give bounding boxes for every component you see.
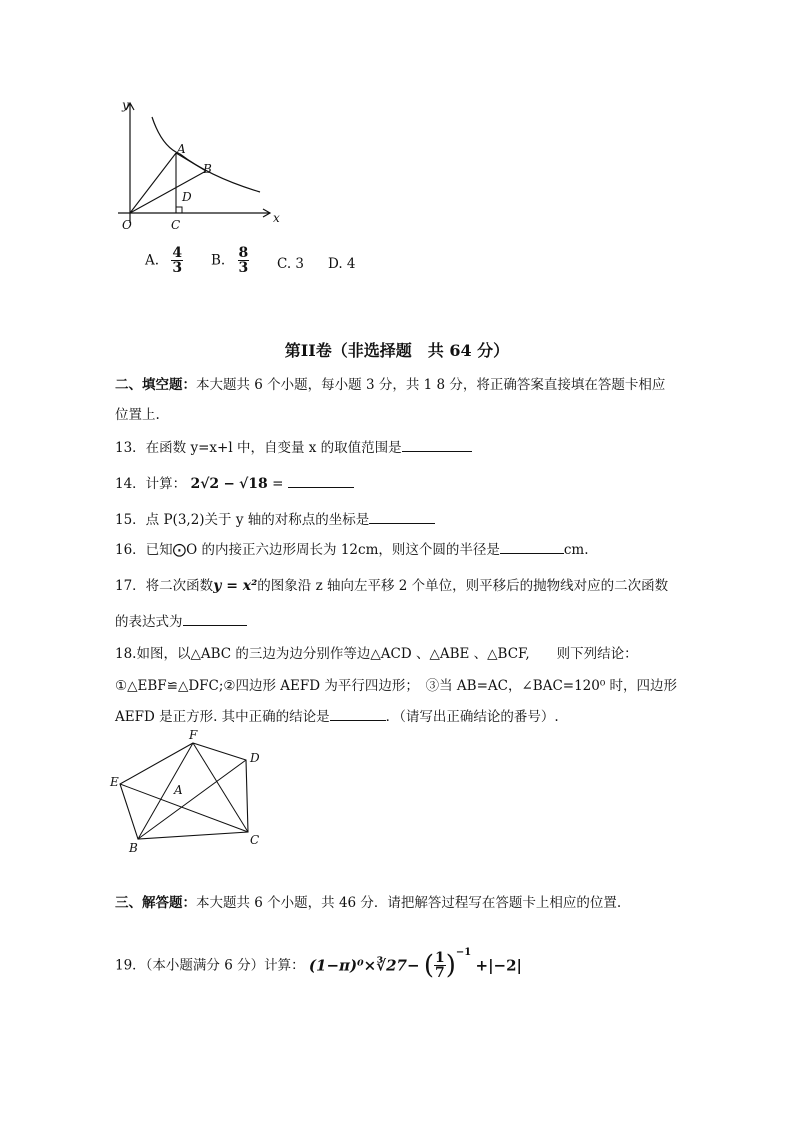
segment-FC xyxy=(193,743,248,832)
question-17-prefix: 17．将二次函数 xyxy=(115,578,214,594)
choice-b xyxy=(211,246,249,275)
choice-a-fraction xyxy=(171,246,183,275)
question-14 xyxy=(115,474,354,493)
question-18-line3-b: ．（请写出正确结论的番号）. xyxy=(385,709,559,725)
choice-a-denominator: 3 xyxy=(172,260,183,276)
section2-intro-text: 本大题共 6 个小题，每小题 3 分，共 1 8 分，将正确答案直接填在答题卡相应 xyxy=(196,377,666,393)
question-16-blank xyxy=(500,540,564,554)
section3-heading: 三、解答题： xyxy=(115,895,196,911)
question-17 xyxy=(115,577,668,595)
question-18-line3-a: AEFD 是正方形. 其中正确的结论是 xyxy=(115,709,330,725)
question-17-line2 xyxy=(115,612,247,631)
question-14-prefix: 14．计算： xyxy=(115,476,187,492)
section2-intro xyxy=(115,376,665,394)
label-F: F xyxy=(189,728,198,742)
segment-OB xyxy=(130,171,206,213)
question-14-term-b: √18 xyxy=(239,476,268,492)
question-19-paren-open: ( xyxy=(423,950,434,981)
choice-b-denominator: 3 xyxy=(238,260,249,276)
question-15-text: 15．点 P(3,2)关于 y 轴的对称点的坐标是 xyxy=(115,512,370,528)
question-19-expr-b: +|−2| xyxy=(475,956,523,975)
section3-intro xyxy=(115,894,621,912)
hyperbola-curve xyxy=(152,117,260,192)
question-13 xyxy=(115,438,472,457)
question-18-line3 xyxy=(115,707,559,726)
question-14-term-a: 2√2 xyxy=(190,476,220,492)
triangles-figure xyxy=(108,728,268,856)
question-17-blank xyxy=(183,612,247,626)
question-18-blank xyxy=(330,707,386,721)
label-D: D xyxy=(250,751,260,765)
question-19-paren-close: ) xyxy=(445,950,456,981)
segment-DB xyxy=(138,760,246,839)
choice-c: C. 3 xyxy=(277,256,305,272)
label-B: B xyxy=(129,841,138,855)
label-E: E xyxy=(110,775,119,789)
question-19-frac-num: 1 xyxy=(434,950,445,966)
question-18-line2: ①△EBF≌△DFC;②四边形 AEFD 为平行四边形； ③当 AB=AC，∠BAC=120⁰ 时，四边形 xyxy=(115,678,678,694)
label-C: C xyxy=(171,218,181,232)
question-17-expr: y = x² xyxy=(213,578,258,594)
choice-a-prefix: A. xyxy=(145,252,160,269)
hyperbola-figure xyxy=(110,95,285,235)
question-14-minus: − xyxy=(223,476,235,492)
question-17-rest: 的图象沿 z 轴向左平移 2 个单位，则平移后的抛物线对应的二次函数 xyxy=(257,578,669,594)
question-13-blank xyxy=(402,438,472,452)
question-13-text: 13．在函数 y=x+l 中，自变量 x 的取值范围是 xyxy=(115,440,402,456)
section2-title: 第II卷（非选择题 共 64 分） xyxy=(284,341,510,360)
question-16-text-a: 16．已知⨀O 的内接正六边形周长为 12cm，则这个圆的半径是 xyxy=(115,542,500,558)
question-19-exponent: −1 xyxy=(455,947,472,958)
choice-b-numerator: 8 xyxy=(238,245,249,261)
question-15-blank xyxy=(369,510,435,524)
choice-a xyxy=(145,246,183,275)
label-O: O xyxy=(122,218,132,232)
question-19 xyxy=(115,940,522,980)
segment-FB xyxy=(138,743,193,839)
label-A: A xyxy=(177,142,186,156)
section2-heading: 二、填空题： xyxy=(115,377,196,393)
right-angle-mark xyxy=(176,207,182,213)
question-19-frac-den: 7 xyxy=(434,965,445,981)
question-14-equals: = xyxy=(272,476,288,492)
segment-EC xyxy=(120,784,248,832)
question-19-fraction xyxy=(434,951,446,980)
question-16-text-b: cm. xyxy=(563,542,589,558)
choice-b-prefix: B. xyxy=(211,252,226,269)
question-18-line1: 18.如图，以△ABC 的三边为边分别作等边△ACD 、△ABE 、△BCF, 则下列结论： xyxy=(115,646,638,662)
label-B: B xyxy=(203,162,212,176)
question-15 xyxy=(115,510,435,529)
label-y: y xyxy=(122,98,129,112)
label-C: C xyxy=(250,833,260,847)
question-17-line2-text: 的表达式为 xyxy=(115,614,183,630)
label-A: A xyxy=(174,783,183,797)
section3-intro-text: 本大题共 6 个小题，共 46 分．请把解答过程写在答题卡上相应的位置. xyxy=(196,895,622,911)
choice-d: D. 4 xyxy=(328,256,356,272)
question-14-blank xyxy=(288,474,354,488)
segment-OA xyxy=(130,153,176,213)
choice-a-numerator: 4 xyxy=(172,245,183,261)
question-16 xyxy=(115,540,589,559)
choice-b-fraction xyxy=(238,246,250,275)
question-19-expr-a: (1−π)⁰×∛27− xyxy=(308,956,420,975)
section2-intro-line2: 位置上. xyxy=(115,407,160,423)
label-D: D xyxy=(182,190,192,204)
label-x: x xyxy=(273,211,280,225)
question-19-prefix: 19．（本小题满分 6 分）计算： xyxy=(115,957,305,974)
